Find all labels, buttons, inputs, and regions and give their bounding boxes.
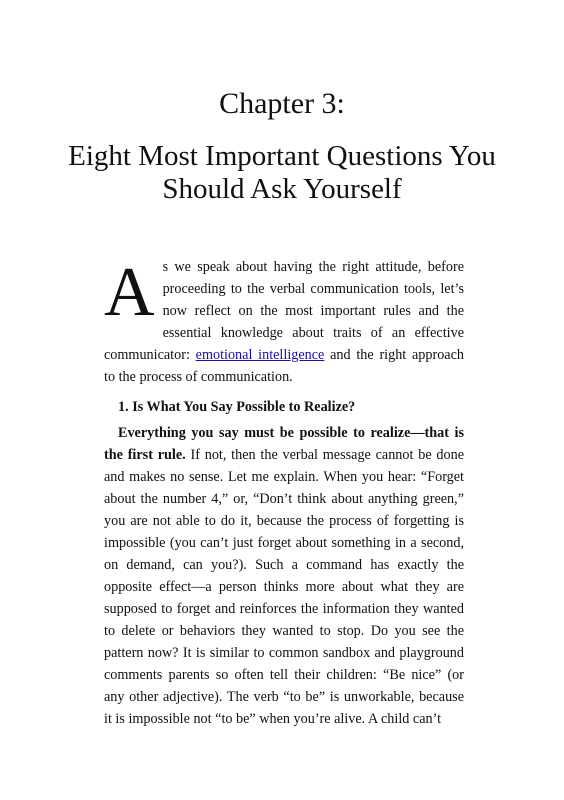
intro-text-after-link: and the right approach to the process of communication. [104, 347, 464, 385]
chapter-title: Eight Most Important Questions You Should Ask Yourself [68, 140, 496, 205]
section-paragraph [104, 422, 464, 730]
section-bold-lead: Everything you say must be possible to realize—that is the first rule. [104, 425, 464, 463]
section-heading: 1. Is What You Say Possible to Realize? [118, 399, 356, 415]
emotional-intelligence-link[interactable]: emotional intelligence [195, 347, 325, 363]
intro-text-before-link: s we speak about having the right attitude, before proceeding to the verbal communication tools, let’s now reflect on the most important rules and the essential knowledge about traits of an effective communicator: [104, 259, 464, 363]
drop-cap: A [104, 254, 155, 331]
chapter-label: Chapter 3: [219, 87, 345, 120]
section-body-text: If not, then the verbal message cannot be done and makes no sense. Let me explain. When you hear: “Forget about the number 4,” or, “Don’t think about anything green,” you are not able to do it, because the process of forgetting is impossible (you can’t just forget about something in a second, on demand, can you?). Such a command has exactly the opposite effect—a person thinks more about what they are supposed to forget and reinforces the information they wanted to delete or behaviors they wanted to stop. Do you see the pattern now? It is similar to common sandbox and playground comments parents so often tell their children: “Be nice” (or any other adjective). The verb “to be” is unworkable, because it is impossible not “to be” when you’re alive. A child can’t [104, 447, 464, 727]
intro-paragraph [104, 256, 464, 388]
